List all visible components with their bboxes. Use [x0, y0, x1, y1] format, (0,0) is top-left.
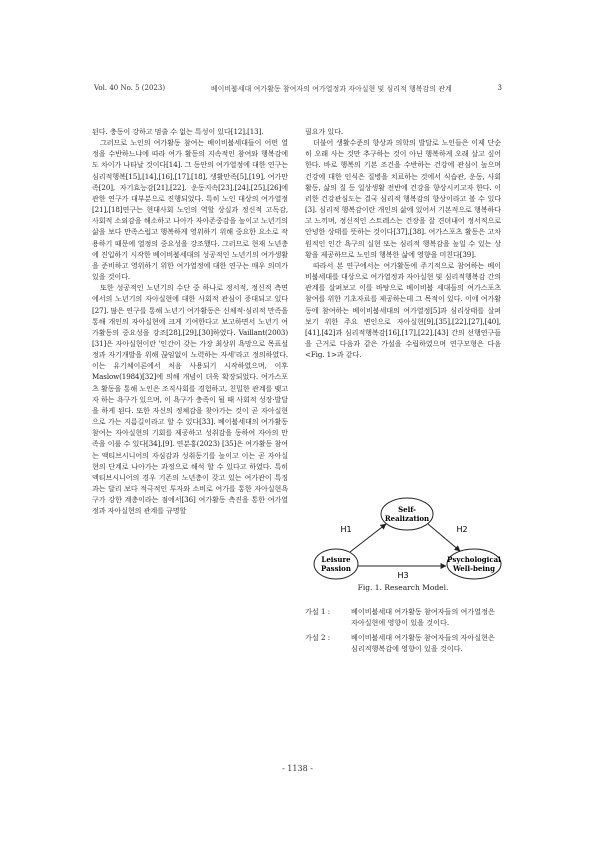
leisure-passion-label-2: Passion: [321, 564, 351, 573]
h1-label: H1: [340, 525, 352, 534]
hypothesis-item: [305, 632, 501, 654]
right-column: [305, 126, 501, 360]
h1-arrow: [350, 524, 386, 552]
h3-label: H3: [397, 571, 409, 580]
leisure-passion-label-1: Leisure: [321, 555, 351, 564]
psychological-wellbeing-label-1: Psychological: [447, 555, 501, 564]
left-column: [92, 126, 288, 516]
self-realization-label-2: Realization: [384, 514, 430, 523]
figure-caption: Fig. 1. Research Model.: [357, 583, 449, 592]
paragraph: 필요가 있다.: [305, 127, 344, 136]
journal-volume: Vol. 40 No. 5 (2023): [94, 84, 166, 92]
paragraph: 또한 성공적인 노년기의 수단 중 하나로 정서적, 정신적 측면에서의 노년기의 자아실현에 대한 사회적 관심이 증대되고 있다[27]. 많은 연구를 통해 노년기 여가활동은 신체적·심리적 만족을 통해 개인의 자아실현에 크게 기여한다고 보고하면서 노년기 여가활동의 중요성을 강조[28],[29],[30]하였다. Vaillant(2003)[31]은 자아실현이란 '인간이 갖는 가장 최상위 욕망으로 목표설정과 자기개발을 위해 끊임없이 노력하는 자세'라고 정의하였다. 이는 유기체이론에서 처음 사용되기 시작하였으며, 이후 Maslow(1984)[32]에 의해 개념이 더욱 확장되었다. 여가스포츠 활동을 통해 노인은 조직사회를 경험하고, 친밀한 관계를 맺고자 하는 욕구가 있으며, 이 욕구가 충족이 될 때 사회적 성장·발달을 하게 된다. 또한 자신의 정체감을 찾아가는 것이 곧 자아실현으로 가는 지름길이라고 할 수 있다[33]. 베이붐세대의 여가활동참여는 자아실현의 기회를 제공하고 성취감을 동하여 자아의 만족을 이룰 수 있다[34],[9]. 연분홍(2023) [35]은 여가활동 참여는 액티브시니어의 자심감과 성취동기를 높이고 이는 곧 자아실현의 단계로 나아가는 과정으로 해석 할 수 있다고 하였다. 특히 액티브시니어의 경우 기존의 노년층이 갖고 있는 여가관이 특징과는 달리 보다 적극적인 투자와 소비로 여가를 통한 자아실현욕구가 강한 계층이라는 점에서[36] 여가활동 측진을 통한 여가열정과 자아실현의 관계를 규명할: [92, 283, 288, 516]
hypothesis-item: [305, 606, 501, 628]
running-title: 베이비붐세대 여가활동 참여자의 여가열정과 자아실현 및 심리적 행복감의 관계: [210, 85, 452, 93]
h2-label: H2: [456, 525, 468, 534]
h2-arrow: [428, 524, 460, 551]
paragraph: 된다. 충동이 강하고 멈출 수 없는 특성이 있다[12],[13].: [92, 127, 264, 136]
hypotheses-list: [305, 606, 501, 659]
page-number: - 1138 -: [282, 764, 313, 773]
research-model-figure: [312, 496, 502, 580]
hypothesis-label: 가설 1 :: [305, 607, 331, 616]
hypothesis-label: 가설 2 :: [305, 633, 331, 643]
hypothesis-text: 베이비붐세대 여가활동 참여자들의 여가열정은 자아실현에 영향이 있을 것이다.: [351, 607, 495, 628]
research-model-diagram: [312, 496, 502, 580]
psychological-wellbeing-label-2: Well-being: [453, 564, 495, 573]
paragraph: 그러므로 노인의 여가활동 참여는 베이비붐세대들이 어떤 열정을 수반하느냐에 따라 여가 활동의 지속적인 참여와 행복감에도 차이가 나타날 것이다[14]. 그 동안의 여가열정에 대한 연구는 심리적행복[15],[14],[16],[17],[18], 생활만족[5],[19], 여가만족[20], 자기효능감[21],[22], 운동지속[23],[24],[25],[26]에 관한 연구가 대부분으로 진행되었다. 특히 노인 대상의 여가열정[21],[18]연구는 현대사회 노인의 역할 상실과 정신적 고독감, 사회적 소외감을 해소하고 나아가 자아존중감을 높이고 노년기의 삶을 보다 만족스럽고 행복하게 영위하기 위해 중요한 요소로 작용하기 때문에 열정의 중요성을 강조했다. 그러므로 현재 노년층에 진입하기 시작한 베이비붐세대의 성공적인 노년기의 여가생활을 준비하고 영위하기 위한 여가열정에 대한 연구는 매우 의미가 있을 것이다.: [92, 138, 288, 282]
self-realization-label-1: Self-: [398, 505, 416, 514]
paragraph: 더불어 생활수준의 향상과 의학의 발달로 노인들은 이제 단순히 오래 사는 것만 추구하는 것이 아닌 행복하게 오래 살고 싶어한다. 바로 행복의 기본 조건을 수반하는 건강에 관심이 높으며 건강에 대한 인식은 질병을 치료하는 것에서 식습관, 운동, 사회활동, 삶의 질 등 일상생활 전반에 건강을 향상시키고자 한다. 이러한 건강관심도는 결국 심리적 행복감의 향상이라고 볼 수 있다[3]. 심리적 행복감이란 개인의 삶에 있어서 기본적으로 행복하다고 느끼며, 정신적인 스트레스는 건장을 잘 견뎌내어 정서적으로 안녕한 상태를 뜻하는 것이다[37],[38]. 여가스포츠 활동은 고차원적인 인간 욕구의 실현 또는 심리적 행복감을 높일 수 있는 상황을 제공하므로 노인의 행복한 삶에 영향을 미친다[39].: [305, 138, 501, 259]
header-page-number: 3: [497, 84, 502, 92]
running-head: [94, 84, 502, 94]
hypothesis-text: 베이비붐세대 여가활동 참여자들의 자아실현은 심리적행복감에 영향이 있을 것이다.: [351, 633, 495, 654]
paragraph: 따라서 본 연구에서는 여가활동에 주기적으로 참여하는 베이비붐세대를 대상으로 여가열정과 자아실현 및 심리적행복감 간의 관계를 살펴보고 이를 바탕으로 베이비붐 세대들의 여가스포츠 참여를 위한 기초자료를 제공하는데 그 목적이 있다. 이에 여가활동에 참여하는 베이비붐세대의 여가열정[5]과 심리상태를 살펴보기 위한 주요 변인으로 자아실현[9],[35],[22],[27],[40],[41],[42]과 심리적행복감[16],[17],[22],[43] 간의 선행연구들을 근거로 다음과 같은 가설을 수립하였으며 연구모형은 다음 <Fig. 1>과 같다.: [305, 260, 501, 360]
